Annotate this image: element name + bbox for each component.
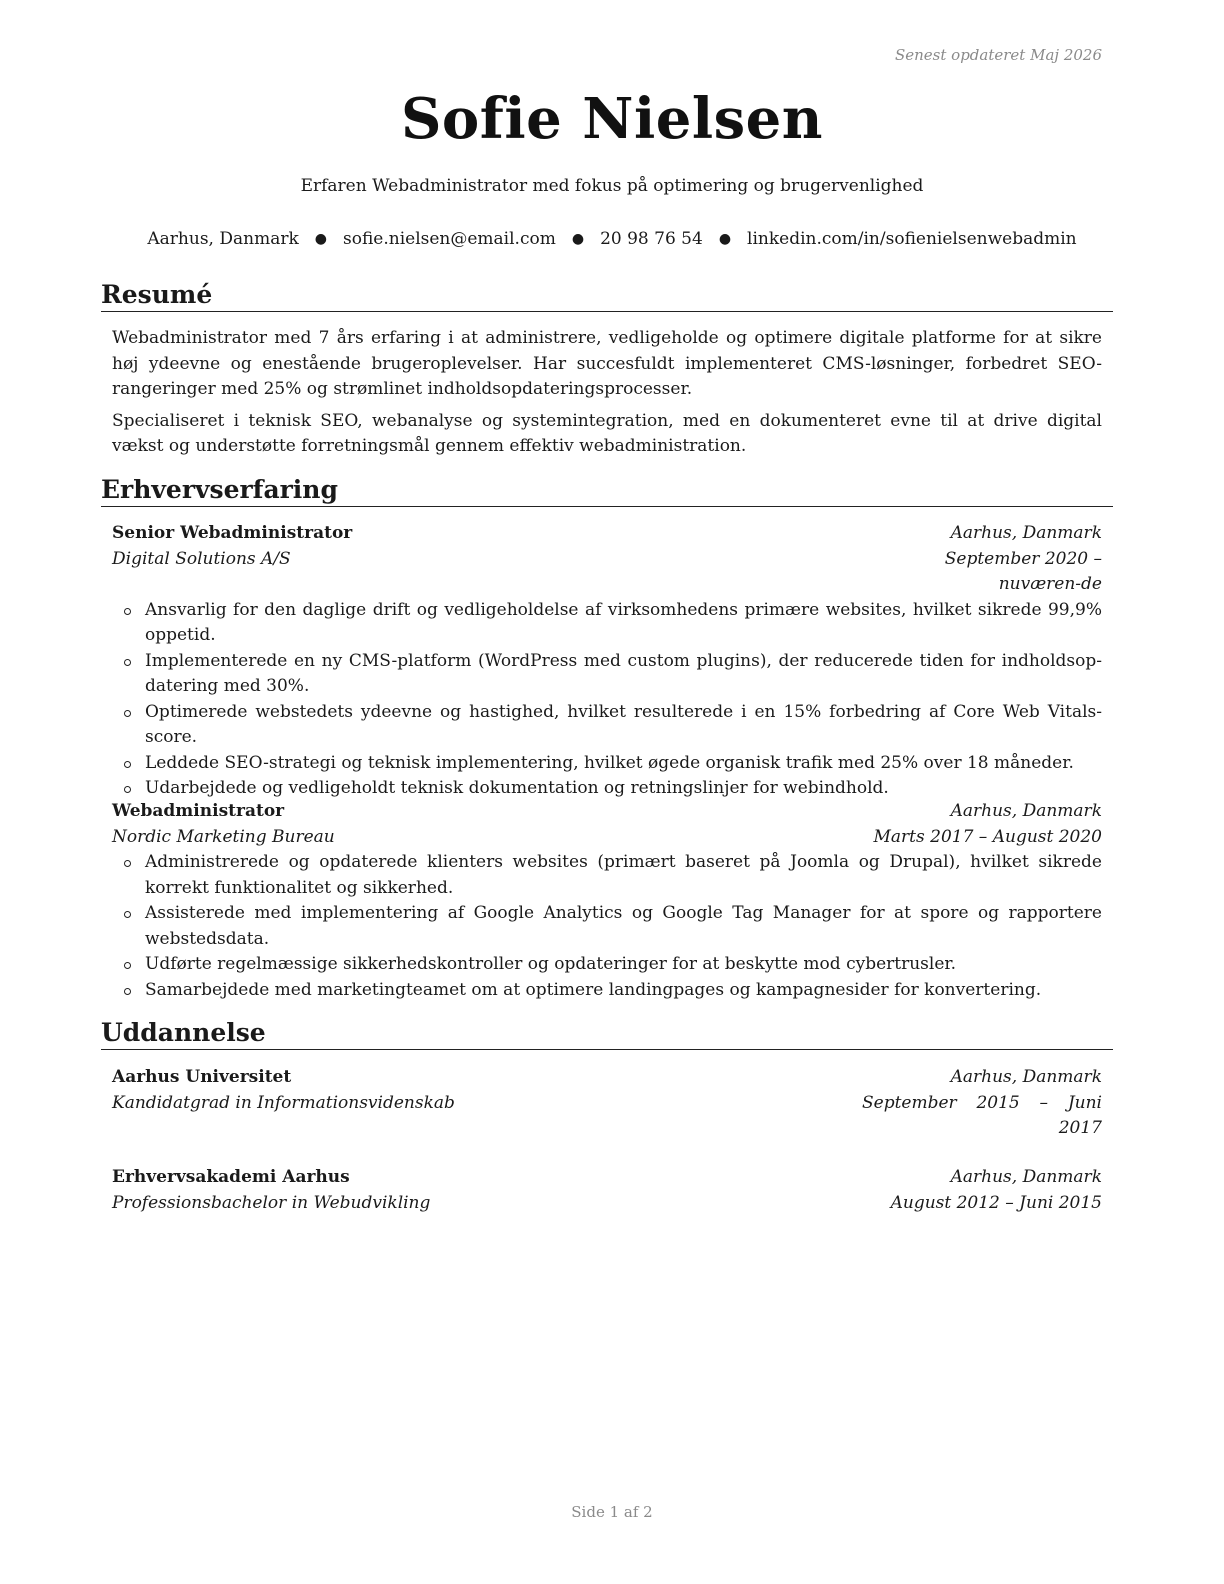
tagline: Erfaren Webadministrator med fokus på optimering og brugervenlighed — [300, 176, 924, 196]
list-item: Administrerede og opdaterede klienters websites (primært baseret på Joomla og Drupal), hvilket sikrede korrekt funktionalitet og sikkerhed. — [112, 850, 1102, 901]
education-entry — [112, 1065, 1102, 1142]
contact-linkedin[interactable]: linkedin.com/in/sofienielsenwebadmin — [747, 229, 1077, 249]
list-item: Udarbejdede og vedligeholdt teknisk dokumentation og retningslinjer for webindhold. — [112, 776, 1102, 802]
last-updated-note: Senest opdateret Maj 2026 — [894, 46, 1102, 64]
bullet-separator-icon: ● — [718, 231, 732, 247]
contact-email[interactable]: sofie.nielsen@email.com — [342, 229, 556, 249]
school-dates: September 2015 – Juni 2017 — [862, 1092, 1102, 1138]
candidate-name: Sofie Nielsen — [400, 86, 823, 152]
job-entry — [112, 799, 1102, 1003]
contact-location: Aarhus, Danmark — [147, 229, 299, 249]
job-entry — [112, 521, 1102, 802]
job-location: Aarhus, Danmark — [950, 801, 1102, 821]
job-role: Senior Webadministrator — [112, 523, 353, 543]
job-role: Webadministrator — [112, 801, 285, 821]
school-location: Aarhus, Danmark — [950, 1067, 1102, 1087]
bullet-separator-icon: ● — [314, 231, 327, 247]
bullet-separator-icon: ● — [571, 231, 585, 247]
page-number: Side 1 af 2 — [571, 1503, 653, 1521]
list-item: Leddede SEO-strategi og teknisk implementering, hvilket øgede organisk trafik med 25% over 18 måneder. — [112, 751, 1102, 777]
summary-section — [112, 326, 1102, 466]
job-company: Nordic Marketing Bureau — [112, 826, 335, 847]
summary-paragraph: Specialiseret i teknisk SEO, webanalyse og systemintegration, med en dokumenteret evne til at drive digital vækst og understøtte forretningsmål gennem effektiv webadministration. — [112, 410, 1102, 456]
job-company: Digital Solutions A/S — [112, 548, 291, 569]
list-item: Ansvarlig for den daglige drift og vedligeholdelse af virksomhedens primære websites, hvilket sikrede 99,9% oppetid. — [112, 598, 1102, 649]
list-item: Samarbejdede med marketingteamet om at optimere landingpages og kampagnesider for konvertering. — [112, 978, 1102, 1004]
school-name: Aarhus Universitet — [112, 1067, 292, 1087]
school-degree: Professionsbachelor in Webudvikling — [112, 1192, 431, 1213]
contact-phone: 20 98 76 54 — [600, 229, 703, 249]
job-bullets — [112, 598, 1102, 802]
school-location: Aarhus, Danmark — [950, 1167, 1102, 1187]
job-bullets — [112, 850, 1102, 1003]
section-title-experience: Erhvervserfaring — [101, 475, 1113, 507]
school-degree: Kandidatgrad in Informationsvidenskab — [112, 1092, 455, 1113]
school-dates: August 2012 – Juni 2015 — [890, 1192, 1102, 1213]
list-item: Assisterede med implementering af Google Analytics og Google Tag Manager for at spore og rapportere webstedsdata. — [112, 901, 1102, 952]
job-dates: Marts 2017 – August 2020 — [873, 826, 1102, 847]
contact-line — [0, 229, 1224, 249]
section-title-summary: Resumé — [101, 280, 1113, 312]
job-dates: September 2020 – nuværen-de — [944, 548, 1102, 594]
school-name: Erhvervsakademi Aarhus — [112, 1167, 350, 1187]
job-location: Aarhus, Danmark — [950, 523, 1102, 543]
section-title-education: Uddannelse — [101, 1018, 1113, 1050]
list-item: Udførte regelmæssige sikkerhedskontroller og opdateringer for at beskytte mod cybertrusler. — [112, 952, 1102, 978]
list-item: Implementerede en ny CMS-platform (WordPress med custom plugins), der reducerede tiden for indholdsop-datering med 30%. — [112, 649, 1102, 700]
summary-paragraph: Webadministrator med 7 års erfaring i at administrere, vedligeholde og optimere digitale platforme for at sikre høj ydeevne og enestående brugeroplevelser. Har succesfuldt implementeret CMS-løsninger, forbedret SEO-rangeringer med 25% og strømlinet indholdsopdateringsprocesser. — [112, 328, 1102, 399]
list-item: Optimerede webstedets ydeevne og hastighed, hvilket resulterede i en 15% forbedring af Core Web Vitals-score. — [112, 700, 1102, 751]
education-entry — [112, 1165, 1102, 1216]
